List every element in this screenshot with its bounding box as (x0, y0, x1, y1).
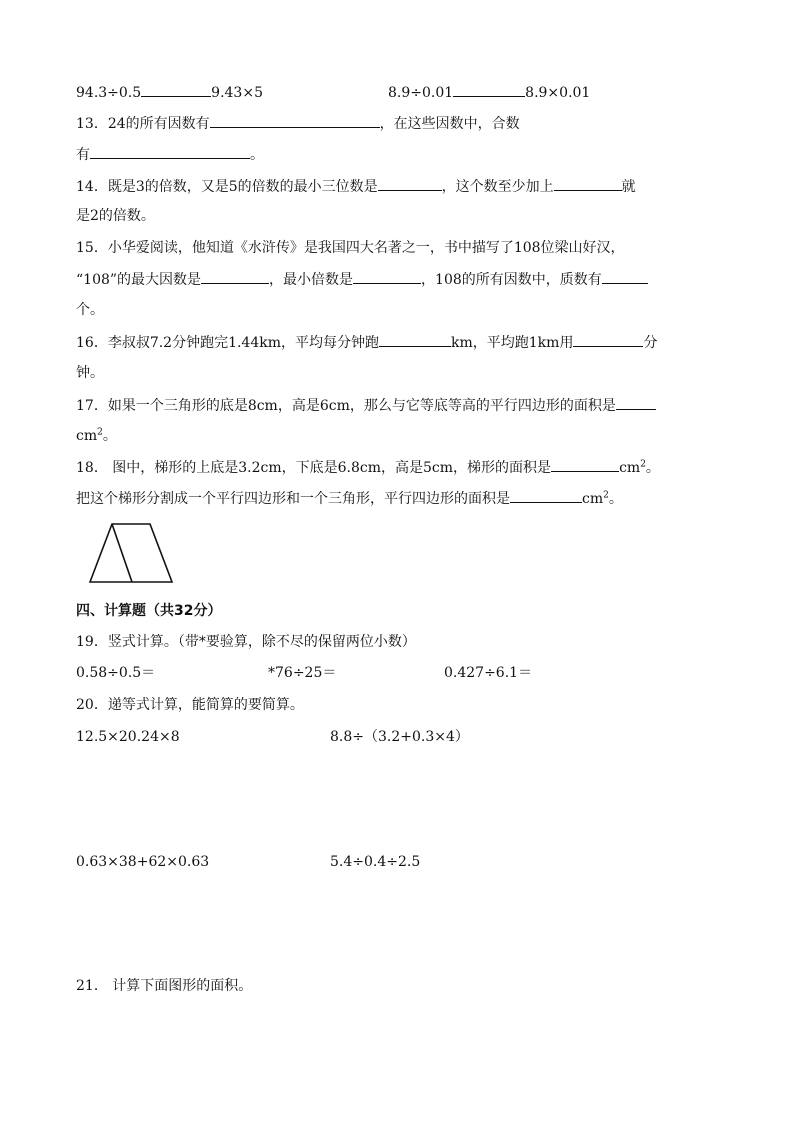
compare-right-a: 8.9÷0.01 (388, 85, 454, 101)
q15-text: 15．小华爱阅读，他知道《水浒传》是我国四大名著之一，书中描写了108位梁山好汉， (76, 240, 625, 256)
q16-line-1 (76, 332, 657, 353)
q18-end-1: 。 (645, 460, 660, 476)
q18-line-2 (76, 488, 623, 509)
q18-unit-sup-2: 2 (603, 490, 609, 501)
q15-text-e: 个。 (76, 302, 104, 318)
q17-blank[interactable] (616, 395, 656, 410)
q16-text-c: 分 (643, 335, 658, 351)
q13-text-b: ，在这些因数中，合数 (379, 116, 520, 132)
compare-row (76, 82, 263, 103)
q15-text-c: ，最小倍数是 (269, 272, 354, 288)
q20-item-4: 5.4÷0.4÷2.5 (330, 854, 421, 870)
q18-unit-sup-1: 2 (640, 459, 646, 470)
q18-text-d: 把这个梯形分割成一个平行四边形和一个三角形，平行四边形的面积是 (76, 491, 510, 507)
trapezoid-outline (90, 524, 172, 582)
q14-blank-1[interactable] (378, 176, 442, 191)
compare-left-a: 94.3÷0.5 (76, 85, 142, 101)
q16-text-d: 钟。 (76, 365, 104, 381)
q17-line-1 (76, 395, 656, 416)
q16-text-b: km，平均跑1km用 (451, 335, 574, 351)
q14-line-1 (76, 176, 636, 197)
q18-blank-2[interactable] (510, 488, 582, 503)
q13-blank-2[interactable] (90, 144, 250, 159)
q15-line-1 (76, 238, 625, 258)
q20-item-1: 12.5×20.24×8 (76, 729, 180, 745)
q19-item-3: 0.427÷6.1＝ (444, 665, 533, 681)
q14-text-b: ，这个数至少加上 (441, 179, 554, 195)
compare-blank-1[interactable] (141, 82, 211, 97)
q15-blank-2[interactable] (353, 269, 421, 284)
q15-blank-3[interactable] (602, 269, 648, 284)
q18-end-2: 。 (608, 491, 623, 507)
q17-text: 17．如果一个三角形的底是8cm，高是6cm，那么与它等底等高的平行四边形的面积是 (76, 398, 616, 414)
q18-unit-2: cm (582, 491, 604, 507)
q13-blank-1[interactable] (210, 113, 380, 128)
compare-left-b: 9.43×5 (211, 85, 263, 101)
q20-title: 20．递等式计算，能简算的要简算。 (76, 697, 304, 713)
q15-line-3 (76, 300, 104, 320)
section-4-title: 四、计算题（共32分） (76, 603, 222, 619)
q16-blank-1[interactable] (379, 332, 451, 347)
q20-item-3: 0.63×38+62×0.63 (76, 854, 210, 870)
q18-text: 18． 图中，梯形的上底是3.2cm，下底是6.8cm，高是5cm，梯形的面积是 (76, 460, 552, 476)
compare-row-right (388, 82, 590, 103)
q17-unit-sup: 2 (97, 427, 103, 438)
q15-line-2 (76, 269, 648, 290)
q19-item-2: *76÷25＝ (268, 665, 337, 681)
q16-line-2 (76, 363, 104, 383)
trapezoid-figure (88, 522, 176, 586)
q16-blank-2[interactable] (573, 332, 643, 347)
q16-text: 16．李叔叔7.2分钟跑完1.44km，平均每分钟跑 (76, 335, 380, 351)
q15-blank-1[interactable] (201, 269, 269, 284)
q18-unit-1: cm (619, 460, 641, 476)
q19-item-1: 0.58÷0.5＝ (76, 665, 156, 681)
q14-text: 14．既是3的倍数，又是5的倍数的最小三位数是 (76, 179, 378, 195)
q17-line-2 (76, 426, 117, 446)
q13-text-d: 。 (250, 147, 264, 163)
compare-right-b: 8.9×0.01 (525, 85, 591, 101)
compare-blank-2[interactable] (453, 82, 525, 97)
q14-blank-2[interactable] (554, 176, 622, 191)
q13-text-c: 有 (76, 147, 90, 163)
q14-text-c: 就 (621, 179, 636, 195)
q13-line-2 (76, 144, 264, 165)
trapezoid-divider (112, 524, 132, 582)
q13-line-1 (76, 113, 520, 134)
q15-text-d: ，108的所有因数中，质数有 (421, 272, 602, 288)
q19-title: 19．竖式计算。（带*要验算，除不尽的保留两位小数） (76, 634, 416, 650)
q17-end: 。 (102, 428, 117, 444)
q20-item-2: 8.8÷（3.2+0.3×4） (330, 729, 469, 745)
q15-text-b: “108”的最大因数是 (76, 272, 202, 288)
q13-text: 13．24的所有因数有 (76, 116, 210, 132)
q14-line-2 (76, 206, 155, 226)
q18-line-1 (76, 457, 660, 478)
q18-blank-1[interactable] (551, 457, 619, 472)
q14-text-d: 是2的倍数。 (76, 208, 155, 224)
q17-unit: cm (76, 428, 98, 444)
q21-title: 21． 计算下面图形的面积。 (76, 978, 253, 994)
